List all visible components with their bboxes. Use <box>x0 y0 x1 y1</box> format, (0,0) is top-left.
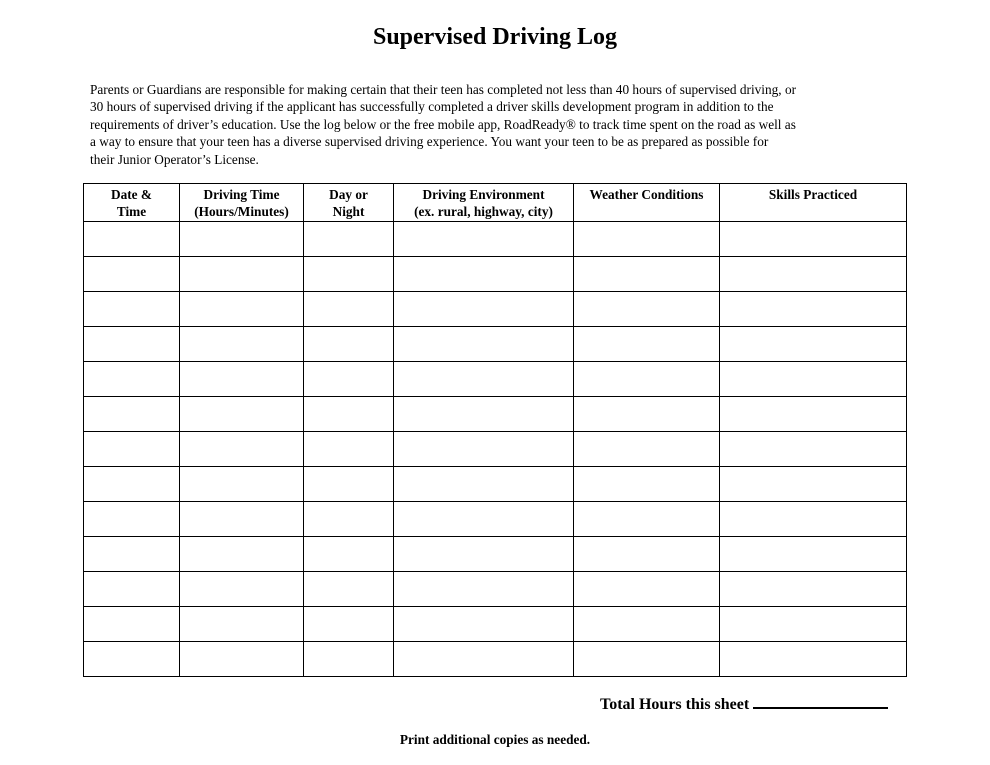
log-body <box>84 222 907 677</box>
cell-weather-conditions[interactable] <box>574 607 720 642</box>
header-line: Driving Time <box>203 187 280 202</box>
cell-driving-time[interactable] <box>180 222 304 257</box>
cell-weather-conditions[interactable] <box>574 432 720 467</box>
cell-skills-practiced[interactable] <box>720 397 907 432</box>
cell-skills-practiced[interactable] <box>720 572 907 607</box>
cell-date-time[interactable] <box>84 432 180 467</box>
header-driving-environment <box>394 184 574 222</box>
intro-line: 30 hours of supervised driving if the applicant has successfully completed a driver skills development program in addition to the <box>90 99 774 115</box>
cell-skills-practiced[interactable] <box>720 607 907 642</box>
table-row <box>84 327 907 362</box>
cell-skills-practiced[interactable] <box>720 642 907 677</box>
header-line: (Hours/Minutes) <box>194 204 289 219</box>
cell-driving-time[interactable] <box>180 467 304 502</box>
cell-date-time[interactable] <box>84 327 180 362</box>
cell-driving-environment[interactable] <box>394 292 574 327</box>
header-line: (ex. rural, highway, city) <box>414 204 553 219</box>
cell-driving-environment[interactable] <box>394 327 574 362</box>
table-row <box>84 222 907 257</box>
cell-date-time[interactable] <box>84 467 180 502</box>
cell-skills-practiced[interactable] <box>720 537 907 572</box>
cell-driving-environment[interactable] <box>394 467 574 502</box>
header-line: Skills Practiced <box>768 187 858 202</box>
cell-day-night[interactable] <box>304 362 394 397</box>
total-hours-label: Total Hours this sheet <box>600 696 750 713</box>
cell-date-time[interactable] <box>84 537 180 572</box>
intro-line: Parents or Guardians are responsible for making certain that their teen has completed not less than 40 hours of supervised driving, or <box>90 82 797 97</box>
cell-day-night[interactable] <box>304 572 394 607</box>
cell-day-night[interactable] <box>304 292 394 327</box>
cell-weather-conditions[interactable] <box>574 537 720 572</box>
cell-driving-time[interactable] <box>180 642 304 677</box>
cell-day-night[interactable] <box>304 467 394 502</box>
table-row <box>84 397 907 432</box>
cell-driving-environment[interactable] <box>394 502 574 537</box>
cell-date-time[interactable] <box>84 502 180 537</box>
cell-day-night[interactable] <box>304 257 394 292</box>
cell-date-time[interactable] <box>84 572 180 607</box>
header-line: Time <box>116 204 147 219</box>
cell-skills-practiced[interactable] <box>720 222 907 257</box>
cell-date-time[interactable] <box>84 292 180 327</box>
header-date-time <box>84 184 180 222</box>
cell-date-time[interactable] <box>84 607 180 642</box>
header-line: Driving Environment <box>422 187 545 202</box>
cell-day-night[interactable] <box>304 607 394 642</box>
table-row <box>84 642 907 677</box>
intro-line: a way to ensure that your teen has a diverse supervised driving experience. You want your teen to be as prepared as possible for <box>90 134 769 150</box>
intro-paragraph <box>90 81 895 168</box>
cell-date-time[interactable] <box>84 222 180 257</box>
cell-weather-conditions[interactable] <box>574 362 720 397</box>
cell-weather-conditions[interactable] <box>574 397 720 432</box>
table-row <box>84 502 907 537</box>
cell-weather-conditions[interactable] <box>574 642 720 677</box>
driving-log-table <box>83 183 907 677</box>
cell-day-night[interactable] <box>304 642 394 677</box>
cell-driving-time[interactable] <box>180 502 304 537</box>
cell-weather-conditions[interactable] <box>574 292 720 327</box>
cell-day-night[interactable] <box>304 432 394 467</box>
cell-date-time[interactable] <box>84 397 180 432</box>
document-title: Supervised Driving Log <box>372 24 618 50</box>
cell-day-night[interactable] <box>304 537 394 572</box>
table-row <box>84 607 907 642</box>
cell-driving-environment[interactable] <box>394 397 574 432</box>
cell-weather-conditions[interactable] <box>574 327 720 362</box>
cell-weather-conditions[interactable] <box>574 257 720 292</box>
header-line: Day or <box>329 187 368 202</box>
cell-date-time[interactable] <box>84 257 180 292</box>
total-hours <box>600 693 888 714</box>
header-weather-conditions <box>574 184 720 222</box>
cell-driving-environment[interactable] <box>394 432 574 467</box>
cell-weather-conditions[interactable] <box>574 502 720 537</box>
total-hours-blank[interactable] <box>753 693 888 709</box>
intro-line: their Junior Operator’s License. <box>90 151 259 167</box>
cell-driving-time[interactable] <box>180 257 304 292</box>
cell-day-night[interactable] <box>304 397 394 432</box>
cell-skills-practiced[interactable] <box>720 502 907 537</box>
header-line: Date & <box>111 187 152 202</box>
table-row <box>84 432 907 467</box>
cell-skills-practiced[interactable] <box>720 327 907 362</box>
cell-driving-time[interactable] <box>180 292 304 327</box>
cell-driving-environment[interactable] <box>394 607 574 642</box>
header-day-night <box>304 184 394 222</box>
cell-skills-practiced[interactable] <box>720 292 907 327</box>
cell-weather-conditions[interactable] <box>574 222 720 257</box>
table-row <box>84 467 907 502</box>
cell-weather-conditions[interactable] <box>574 572 720 607</box>
cell-day-night[interactable] <box>304 327 394 362</box>
cell-driving-environment[interactable] <box>394 222 574 257</box>
cell-date-time[interactable] <box>84 642 180 677</box>
cell-skills-practiced[interactable] <box>720 257 907 292</box>
header-line: Weather Conditions <box>589 187 704 202</box>
table-row <box>84 572 907 607</box>
cell-driving-time[interactable] <box>180 397 304 432</box>
table-row <box>84 292 907 327</box>
header-skills-practiced <box>720 184 907 222</box>
cell-driving-environment[interactable] <box>394 572 574 607</box>
footer-note: Print additional copies as needed. <box>399 732 591 747</box>
cell-driving-environment[interactable] <box>394 257 574 292</box>
cell-driving-time[interactable] <box>180 432 304 467</box>
header-row <box>84 184 907 222</box>
cell-driving-time[interactable] <box>180 572 304 607</box>
table-row <box>84 257 907 292</box>
header-line: Night <box>332 204 365 219</box>
cell-skills-practiced[interactable] <box>720 467 907 502</box>
cell-date-time[interactable] <box>84 362 180 397</box>
cell-driving-environment[interactable] <box>394 642 574 677</box>
table-row <box>84 362 907 397</box>
cell-driving-time[interactable] <box>180 537 304 572</box>
cell-driving-environment[interactable] <box>394 537 574 572</box>
cell-skills-practiced[interactable] <box>720 432 907 467</box>
intro-line: requirements of driver’s education. Use the log below or the free mobile app, RoadReady® to track time spent on the road as well as <box>90 116 796 132</box>
cell-driving-time[interactable] <box>180 362 304 397</box>
cell-driving-environment[interactable] <box>394 362 574 397</box>
cell-day-night[interactable] <box>304 502 394 537</box>
cell-day-night[interactable] <box>304 222 394 257</box>
header-driving-time <box>180 184 304 222</box>
cell-driving-time[interactable] <box>180 327 304 362</box>
cell-skills-practiced[interactable] <box>720 362 907 397</box>
cell-driving-time[interactable] <box>180 607 304 642</box>
table-row <box>84 537 907 572</box>
cell-weather-conditions[interactable] <box>574 467 720 502</box>
